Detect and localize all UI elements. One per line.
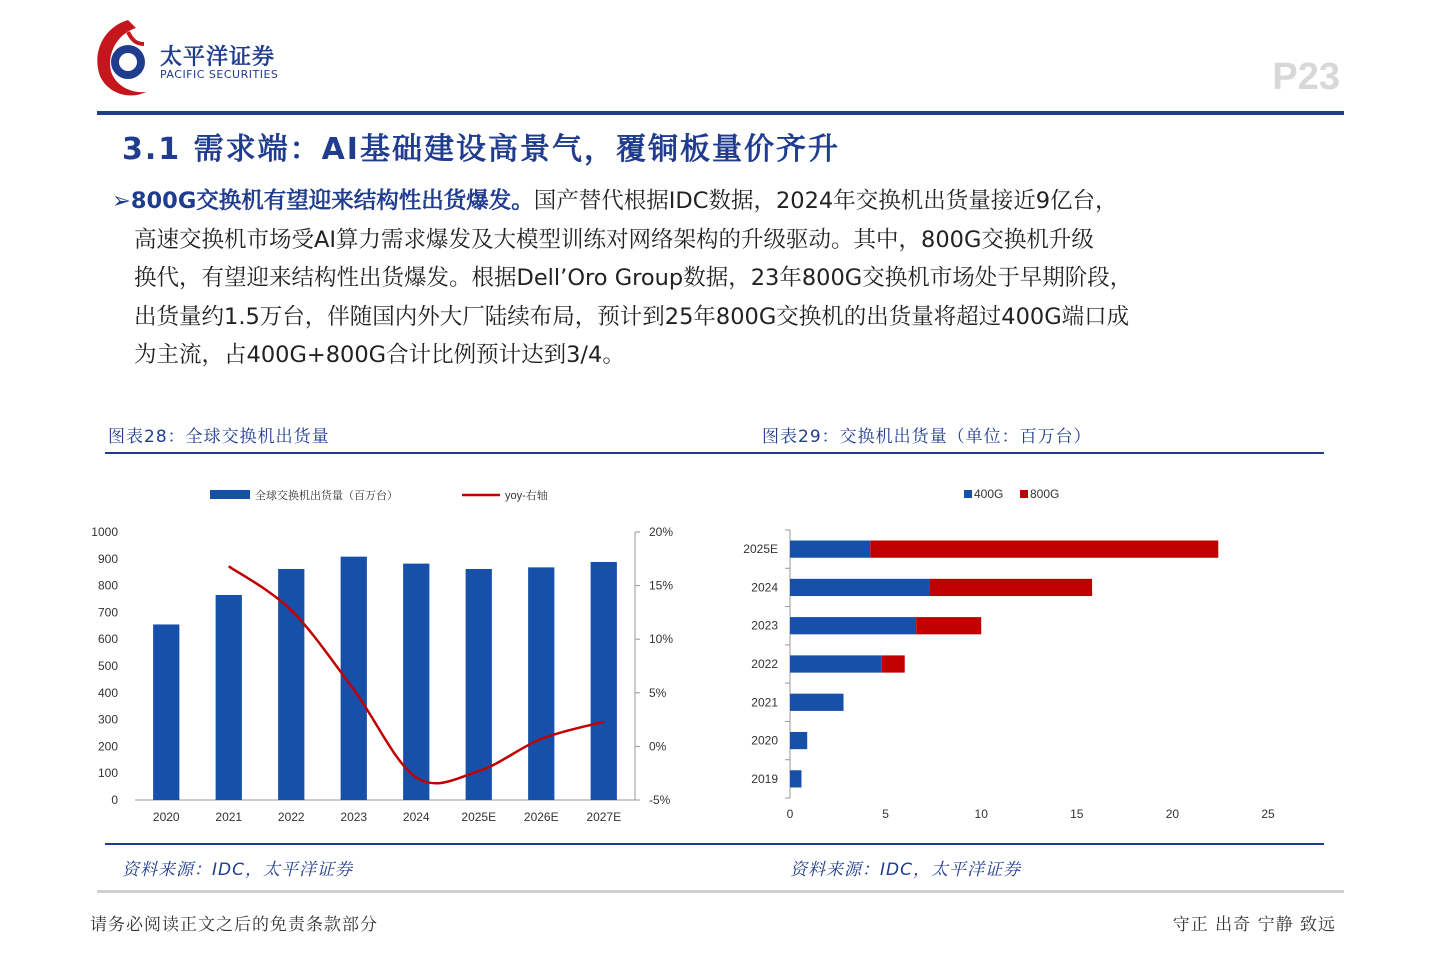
bar-400g bbox=[790, 655, 882, 672]
company-logo bbox=[88, 14, 298, 102]
paragraph-line-5: 为主流，占400G+800G合计比例预计达到3/4。 bbox=[134, 342, 625, 368]
y-tick-label: 2024 bbox=[751, 580, 778, 595]
shipment-bar bbox=[466, 569, 492, 800]
x-tick-label: 2020 bbox=[152, 810, 180, 824]
switch-shipment-stacked-bar-chart bbox=[720, 470, 1320, 840]
logo-en-text: PACIFIC SECURITIES bbox=[160, 68, 279, 81]
x-tick-label: 10 bbox=[974, 807, 988, 821]
chart-right-bars bbox=[790, 541, 1218, 788]
y-tick-label: 2025E bbox=[743, 542, 778, 557]
body-paragraph bbox=[112, 182, 1337, 375]
left-y-tick-label: 800 bbox=[97, 578, 118, 593]
left-y-tick-label: 600 bbox=[97, 632, 118, 647]
legend-400g-label: 400G bbox=[974, 487, 1004, 501]
x-tick-label: 2023 bbox=[340, 810, 368, 824]
page-number: P23 bbox=[1272, 56, 1340, 98]
right-y-tick-label: 0% bbox=[649, 739, 667, 754]
chart-left-legend bbox=[210, 488, 548, 502]
footer-slogan: 守正 出奇 宁静 致远 bbox=[1172, 915, 1336, 935]
paragraph-line-4: 出货量约1.5万台，伴随国内外大厂陆续布局，预计到25年800G交换机的出货量将超过400G端口成 bbox=[134, 303, 1130, 330]
y-tick-label: 2021 bbox=[751, 695, 778, 710]
logo-emblem-icon bbox=[88, 14, 158, 102]
right-y-tick-label: 5% bbox=[649, 685, 667, 700]
left-y-tick-label: 0 bbox=[111, 793, 118, 807]
footer-divider bbox=[97, 890, 1344, 893]
legend-800g-label: 800G bbox=[1030, 487, 1060, 501]
left-y-tick-label: 1000 bbox=[91, 525, 118, 539]
bar-800g bbox=[870, 541, 1218, 558]
y-tick-label: 2023 bbox=[751, 618, 778, 633]
bar-800g bbox=[882, 655, 905, 672]
bar-400g bbox=[790, 770, 801, 787]
figure-29-source: 资料来源：IDC，太平洋证券 bbox=[790, 860, 1021, 880]
shipment-bar bbox=[153, 624, 179, 800]
chart-right-axes bbox=[743, 530, 1275, 821]
left-y-tick-label: 900 bbox=[97, 551, 118, 566]
x-tick-label: 2027E bbox=[586, 810, 622, 824]
left-y-tick-label: 200 bbox=[97, 739, 118, 754]
logo-cn-text: 太平洋证券 bbox=[160, 45, 276, 70]
chart-left-bars bbox=[153, 557, 617, 800]
shipment-bar bbox=[216, 595, 242, 800]
left-y-tick-label: 300 bbox=[97, 712, 118, 727]
legend-bar-label: 全球交换机出货量（百万台） bbox=[255, 490, 398, 502]
bar-400g bbox=[790, 579, 930, 596]
x-tick-label: 20 bbox=[1165, 807, 1180, 821]
legend-800g-swatch bbox=[1020, 490, 1028, 498]
bar-800g bbox=[916, 617, 981, 634]
bar-800g bbox=[930, 579, 1093, 596]
paragraph-line-1: 国产替代根据IDC数据，2024年交换机出货量接近9亿台， bbox=[533, 188, 1118, 214]
left-y-tick-label: 100 bbox=[97, 766, 118, 781]
figure-28-source: 资料来源：IDC，太平洋证券 bbox=[122, 860, 353, 880]
x-tick-label: 15 bbox=[1070, 807, 1084, 821]
legend-line-label: yoy-右轴 bbox=[505, 490, 548, 502]
y-tick-label: 2022 bbox=[751, 657, 778, 671]
legend-bar-swatch bbox=[210, 490, 250, 499]
shipment-bar bbox=[528, 567, 554, 800]
y-tick-label: 2020 bbox=[751, 733, 778, 748]
section-title: 3.1 需求端：AI基础建设高景气，覆铜板量价齐升 bbox=[122, 132, 840, 167]
right-y-tick-label: -5% bbox=[649, 793, 671, 807]
x-tick-label: 2026E bbox=[523, 810, 559, 824]
x-tick-label: 0 bbox=[786, 807, 794, 821]
figure-28-title: 图表28：全球交换机出货量 bbox=[108, 427, 330, 447]
legend-400g-swatch bbox=[964, 490, 972, 498]
x-tick-label: 2024 bbox=[402, 810, 430, 824]
paragraph-lead: ➢800G交换机有望迎来结构性出货爆发。 bbox=[112, 188, 534, 214]
bar-400g bbox=[790, 732, 807, 749]
x-tick-label: 2025E bbox=[461, 810, 497, 824]
x-tick-label: 2021 bbox=[215, 810, 243, 824]
bar-400g bbox=[790, 694, 844, 711]
switch-shipment-combo-chart bbox=[60, 470, 710, 840]
left-y-tick-label: 500 bbox=[97, 659, 118, 673]
paragraph-line-2: 高速交换机市场受AI算力需求爆发及大模型训练对网络架构的升级驱动。其中，800G交换机升级 bbox=[134, 226, 1094, 253]
left-y-tick-label: 700 bbox=[97, 605, 118, 620]
figure-top-rule bbox=[105, 452, 1324, 454]
right-y-tick-label: 15% bbox=[649, 578, 674, 593]
shipment-bar bbox=[403, 564, 429, 800]
x-tick-label: 5 bbox=[882, 807, 889, 821]
figure-bottom-rule bbox=[105, 843, 1324, 845]
right-y-tick-label: 20% bbox=[649, 525, 674, 539]
chart-right-legend bbox=[964, 487, 1059, 501]
x-tick-label: 2022 bbox=[277, 810, 305, 824]
paragraph-line-3: 换代，有望迎来结构性出货爆发。根据Dell’Oro Group数据，23年800G交换机市场处于早期阶段， bbox=[134, 265, 1133, 291]
shipment-bar bbox=[591, 562, 617, 800]
header-divider bbox=[97, 111, 1344, 115]
left-y-tick-label: 400 bbox=[97, 685, 118, 700]
y-tick-label: 2019 bbox=[751, 771, 778, 786]
bar-400g bbox=[790, 541, 870, 558]
x-tick-label: 25 bbox=[1261, 807, 1275, 821]
right-y-tick-label: 10% bbox=[649, 632, 674, 647]
figure-29-title: 图表29：交换机出货量（单位：百万台） bbox=[762, 427, 1092, 447]
footer-disclaimer: 请务必阅读正文之后的免责条款部分 bbox=[90, 915, 378, 935]
bar-400g bbox=[790, 617, 916, 634]
